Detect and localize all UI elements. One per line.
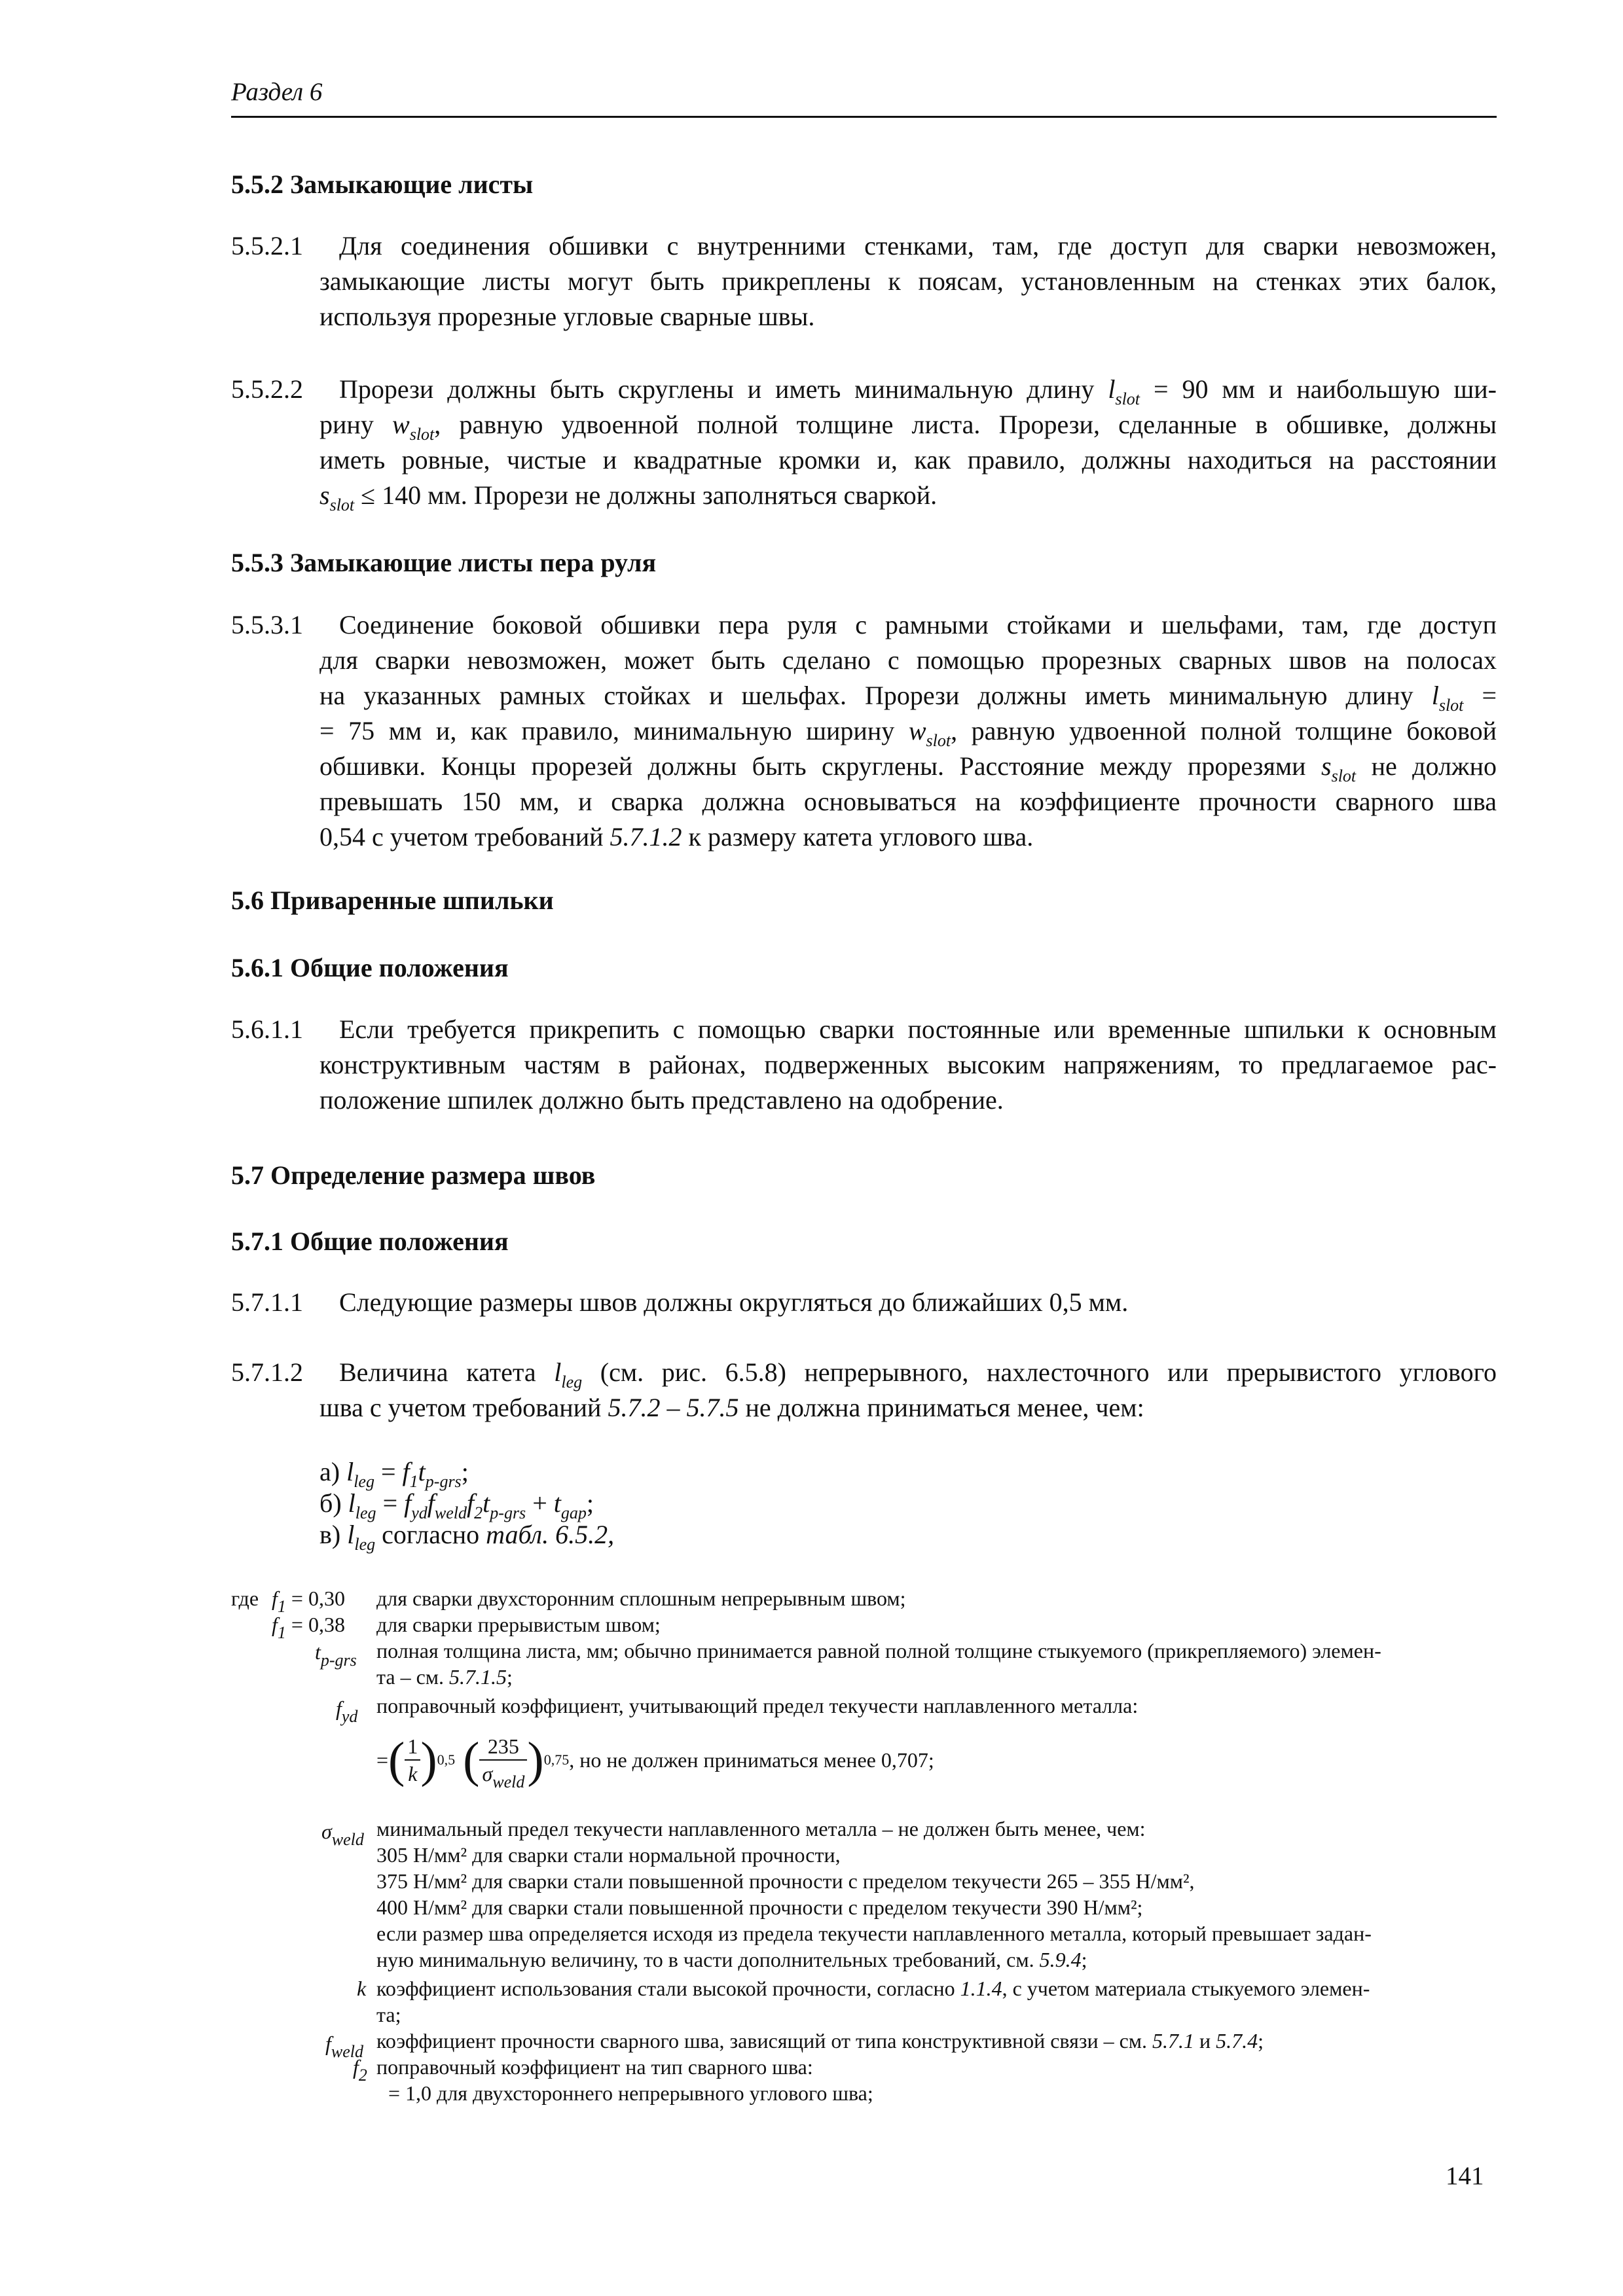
text-run: рину <box>319 410 393 439</box>
text-line: минимальный предел текучести наплавленного металла – не должен быть менее, чем: <box>376 1817 1146 1840</box>
paragraph-number: 5.7.1.1 <box>231 1287 303 1317</box>
cross-reference: 5.7.1.5 <box>449 1665 507 1689</box>
symbol: l <box>554 1357 562 1387</box>
text-run: , равную удвоенной полной толщине листа. Прорези, сделанные в обшивке, должны <box>434 410 1497 439</box>
text-run: Прорези должны быть скруглены и иметь минимальную длину <box>339 374 1108 404</box>
paragraph-5-7-1-1 <box>231 1285 1497 1320</box>
text-line: 400 Н/мм² для сварки стали повышенной прочности с пределом текучести 390 Н/мм²; <box>376 1895 1143 1919</box>
page-number: 141 <box>1446 2162 1484 2190</box>
text-line: Соединение боковой обшивки пера руля с рамными стойками и шельфами, там, где доступ <box>339 610 1497 639</box>
cross-reference: 5.9.4 <box>1039 1948 1082 1971</box>
paragraph-5-6-1-1 <box>231 1012 1497 1118</box>
text-line: 305 Н/мм² для сварки стали нормальной прочности, <box>376 1843 841 1867</box>
text-line: иметь ровные, чистые и квадратные кромки и, как правило, должны находиться на расстоянии <box>319 445 1497 475</box>
value: = 0,30 <box>285 1587 345 1610</box>
text-run: ; <box>507 1665 513 1689</box>
symbol: w <box>392 410 410 439</box>
denominator: k <box>408 1762 418 1785</box>
paragraph-5-5-2-1 <box>231 228 1497 334</box>
symbol-t-pgrs: $t_{p-grs}$ <box>315 1640 357 1670</box>
symbol: l <box>1108 374 1116 404</box>
cross-reference: 5.7.4 <box>1216 2029 1258 2053</box>
heading-5-7: 5.7 Определение размера швов <box>231 1160 596 1190</box>
text-line <box>339 372 1497 407</box>
list-label: в) <box>319 1520 341 1549</box>
text-run: (см. рис. 6.5.8) непрерывного, нахлесточного или прерывистого углового <box>582 1357 1497 1387</box>
list-label: б) <box>319 1488 342 1518</box>
text-line: замыкающие листы могут быть прикреплены к поясам, установленным на стенках этих балок, <box>319 266 1497 296</box>
text-line: та; <box>376 2003 401 2026</box>
paragraph-number: 5.5.2.2 <box>231 374 303 404</box>
cross-reference: 1.1.4 <box>960 1977 1002 2000</box>
text-line: превышать 150 мм, и сварка должна основываться на коэффициенте прочности сварного шва <box>319 787 1497 816</box>
text-line: Если требуется прикрепить с помощью сварки постоянные или временные шпильки к основным <box>339 1014 1497 1044</box>
symbol: s <box>319 480 330 510</box>
symbol: s <box>1321 751 1332 781</box>
value: = 0,38 <box>285 1613 345 1636</box>
paragraph-number: 5.5.2.1 <box>231 231 303 260</box>
subscript: slot <box>329 495 355 514</box>
subscript: slot <box>1331 766 1357 785</box>
running-header: Раздел 6 <box>231 78 323 106</box>
text-run: ≤ 140 мм. Прорези не должны заполняться сваркой. <box>354 480 938 510</box>
text-line: полная толщина листа, мм; обычно принимается равной полной толщине стыкуемого (прикрепляемого) элемен- <box>376 1639 1381 1662</box>
definition-fweld <box>376 2028 1264 2054</box>
definition-f2: поправочный коэффициент на тип сварного шва: <box>376 2055 813 2079</box>
text-line <box>319 407 1497 442</box>
definition-f1-continuous: для сварки двухсторонним сплошным непрерывным швом; <box>376 1587 906 1610</box>
symbol: l <box>1431 681 1439 710</box>
text-run: шва с учетом требований <box>319 1393 608 1422</box>
text-line <box>376 1946 1497 1973</box>
subscript: slot <box>926 731 951 750</box>
text-run: обшивки. Концы прорезей должны быть скруглены. Расстояние между прорезями <box>319 751 1321 781</box>
text-run: , с учетом материала стыкуемого элемен- <box>1002 1977 1370 2000</box>
symbol: w <box>908 716 926 745</box>
text-line <box>376 1975 1497 2001</box>
text-run: , равную удвоенной полной толщине боковой <box>951 716 1497 745</box>
text-run: согласно <box>382 1520 486 1549</box>
symbol-fyd: $f_{yd}$ <box>336 1696 358 1726</box>
text-line: 375 Н/мм² для сварки стали повышенной прочности с пределом текучести 265 – 355 Н/мм², <box>376 1869 1195 1893</box>
text-line: используя прорезные угловые сварные швы. <box>319 302 815 331</box>
fyd-formula: = ( $\frac{1}{k}$ ) 0,5 ( $\frac{235}{\sigma_{weld}}$ ) 0,75 , но не должен приниматься менее 0,707; <box>376 1732 934 1791</box>
text-line: если размер шва определяется исходя из предела текучести наплавленного металла, который превышает задан- <box>376 1922 1372 1945</box>
definition-f1-intermittent: для сварки прерывистым швом; <box>376 1613 661 1636</box>
text-line <box>319 478 1497 513</box>
formula-b: б) $l_{leg} = f_{yd}f_{weld}f_2t_{p-grs} + t_{gap}$; <box>319 1488 594 1522</box>
heading-5-6: 5.6 Приваренные шпильки <box>231 886 554 915</box>
text-run: 0,54 с учетом требований <box>319 822 610 852</box>
definition-fyd: поправочный коэффициент, учитывающий предел текучести наплавленного металла: <box>376 1694 1139 1717</box>
paragraph-number: 5.6.1.1 <box>231 1014 303 1044</box>
numerator: 235 <box>479 1733 527 1761</box>
subscript: slot <box>409 425 435 444</box>
text-line <box>319 819 1497 855</box>
subscript: slot <box>1438 696 1464 715</box>
text-run: = 90 мм и наибольшую ши- <box>1140 374 1497 404</box>
heading-5-6-1: 5.6.1 Общие положения <box>231 953 509 982</box>
formula-c: в) $l_{leg}$ согласно табл. 6.5.2, <box>319 1520 615 1554</box>
paragraph-number: 5.5.3.1 <box>231 610 303 639</box>
numerator: 1 <box>405 1733 420 1761</box>
definition-k <box>376 1975 1497 2028</box>
symbol-k: k <box>357 1977 367 2000</box>
text-run: и <box>1194 2029 1216 2053</box>
symbol-f1: $f_1 = 0,38$ <box>272 1613 345 1642</box>
text-line <box>319 749 1497 784</box>
text-run: = <box>1463 681 1497 710</box>
where-block <box>231 1585 1497 2122</box>
text-run: Величина катета <box>339 1357 555 1387</box>
header-rule <box>231 116 1497 118</box>
text-line <box>319 678 1497 713</box>
text-run: , но не должен приниматься менее 0,707; <box>569 1748 934 1772</box>
text-run: к размеру катета углового шва. <box>682 822 1034 852</box>
definition-t-pgrs <box>376 1638 1497 1690</box>
text-run: не должна приниматься менее, чем: <box>739 1393 1144 1422</box>
symbol-f2: $f_2$ <box>353 2055 367 2085</box>
paragraph-5-5-3-1 <box>231 607 1497 855</box>
cross-reference: 5.7.1.2 <box>610 822 682 852</box>
heading-5-5-2: 5.5.2 Замыкающие листы <box>231 170 534 199</box>
cross-reference: 5.7.1 <box>1152 2029 1195 2053</box>
symbol-sigma-weld: $\sigma_{weld}$ <box>321 1820 364 1849</box>
paragraph-5-7-1-2 <box>231 1355 1497 1426</box>
heading-5-5-3: 5.5.3 Замыкающие листы пера руля <box>231 548 657 577</box>
text-run: ; <box>1258 2029 1264 2053</box>
subscript: leg <box>561 1372 583 1391</box>
definition-sigma-weld <box>376 1816 1497 1973</box>
definition-f2-value: = 1,0 для двухстороннего непрерывного углового шва; <box>388 2081 873 2105</box>
list-label: а) <box>319 1457 340 1486</box>
text-run: коэффициент использования стали высокой прочности, согласно <box>376 1977 960 2000</box>
subscript: slot <box>1115 389 1140 408</box>
text-run: на указанных рамных стойках и шельфах. Прорези должны иметь минимальную длину <box>319 681 1432 710</box>
text-run: та – см. <box>376 1665 450 1689</box>
text-line: конструктивным частям в районах, подверженных высоким напряжениям, то предлагаемое рас- <box>319 1050 1497 1079</box>
text-run: не должно <box>1356 751 1497 781</box>
symbol-fweld: $f_{weld}$ <box>325 2032 363 2061</box>
cross-reference: 5.7.2 – 5.7.5 <box>608 1393 739 1422</box>
text-run: ную минимальную величину, то в части дополнительных требований, см. <box>376 1948 1040 1971</box>
fraction-235-over-sigma: $\frac{235}{\sigma_{weld}}$ <box>479 1733 527 1787</box>
text-line <box>339 1355 1497 1390</box>
symbol-f1: $f_1 = 0,30$ <box>272 1587 345 1616</box>
formula-list <box>319 1456 615 1554</box>
text-line: Для соединения обшивки с внутренними стенками, там, где доступ для сварки невозможен, <box>339 231 1497 260</box>
text-line: для сварки невозможен, может быть сделано с помощью прорезных сварных швов на полосах <box>319 645 1497 675</box>
where-label: где <box>231 1587 259 1610</box>
text-line: положение шпилек должно быть представлено на одобрение. <box>319 1085 1004 1115</box>
paragraph-number: 5.7.1.2 <box>231 1357 303 1387</box>
text-line <box>376 1664 1497 1690</box>
fraction-1-over-k <box>405 1733 420 1787</box>
heading-5-7-1: 5.7.1 Общие положения <box>231 1227 509 1256</box>
text-line <box>319 1390 1497 1426</box>
text-line <box>319 713 1497 749</box>
formula-a: а) $l_{leg} = f_1t_{p-grs}$; <box>319 1457 469 1491</box>
paragraph-5-5-2-2 <box>231 372 1497 513</box>
text-run: ; <box>1081 1948 1087 1971</box>
text-run: коэффициент прочности сварного шва, зависящий от типа конструктивной связи – см. <box>376 2029 1153 2053</box>
text-line: Следующие размеры швов должны округляться до ближайших 0,5 мм. <box>339 1287 1129 1317</box>
cross-reference: табл. 6.5.2, <box>486 1520 615 1549</box>
text-run: = 75 мм и, как правило, минимальную ширину <box>319 716 909 745</box>
